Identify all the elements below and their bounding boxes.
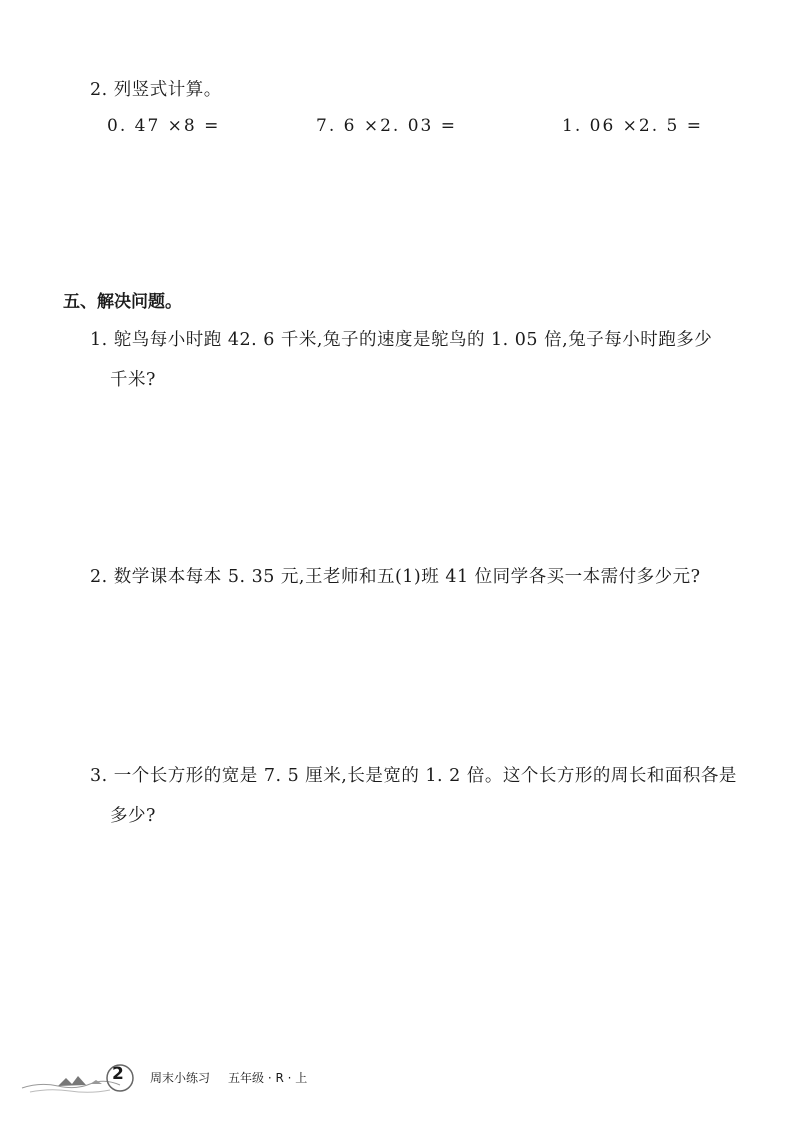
problem-3-line-2: 多少? bbox=[110, 806, 156, 826]
grade-label: 五年级 · R · 上 bbox=[228, 1071, 308, 1085]
series-name: 周末小练习 bbox=[150, 1071, 211, 1085]
footer bbox=[0, 1050, 793, 1110]
page-number: 2 bbox=[112, 1064, 124, 1084]
calc-item-title: 2. 列竖式计算。 bbox=[90, 80, 222, 100]
expression-2: 7. 6 ×2. 03 = bbox=[316, 116, 457, 136]
expression-1: 0. 47 ×8 = bbox=[107, 116, 221, 136]
problem-1-line-2: 千米? bbox=[110, 370, 156, 390]
expression-3: 1. 06 ×2. 5 = bbox=[562, 116, 703, 136]
problem-1-line-1: 1. 鸵鸟每小时跑 42. 6 千米,兔子的速度是鸵鸟的 1. 05 倍,兔子每小时跑多少 bbox=[90, 330, 713, 350]
problem-2-line-1: 2. 数学课本每本 5. 35 元,王老师和五(1)班 41 位同学各买一本需付多少元? bbox=[90, 567, 701, 587]
problem-3-line-1: 3. 一个长方形的宽是 7. 5 厘米,长是宽的 1. 2 倍。这个长方形的周长和面积各是 bbox=[90, 766, 737, 786]
section-heading: 五、解决问题。 bbox=[63, 292, 182, 312]
